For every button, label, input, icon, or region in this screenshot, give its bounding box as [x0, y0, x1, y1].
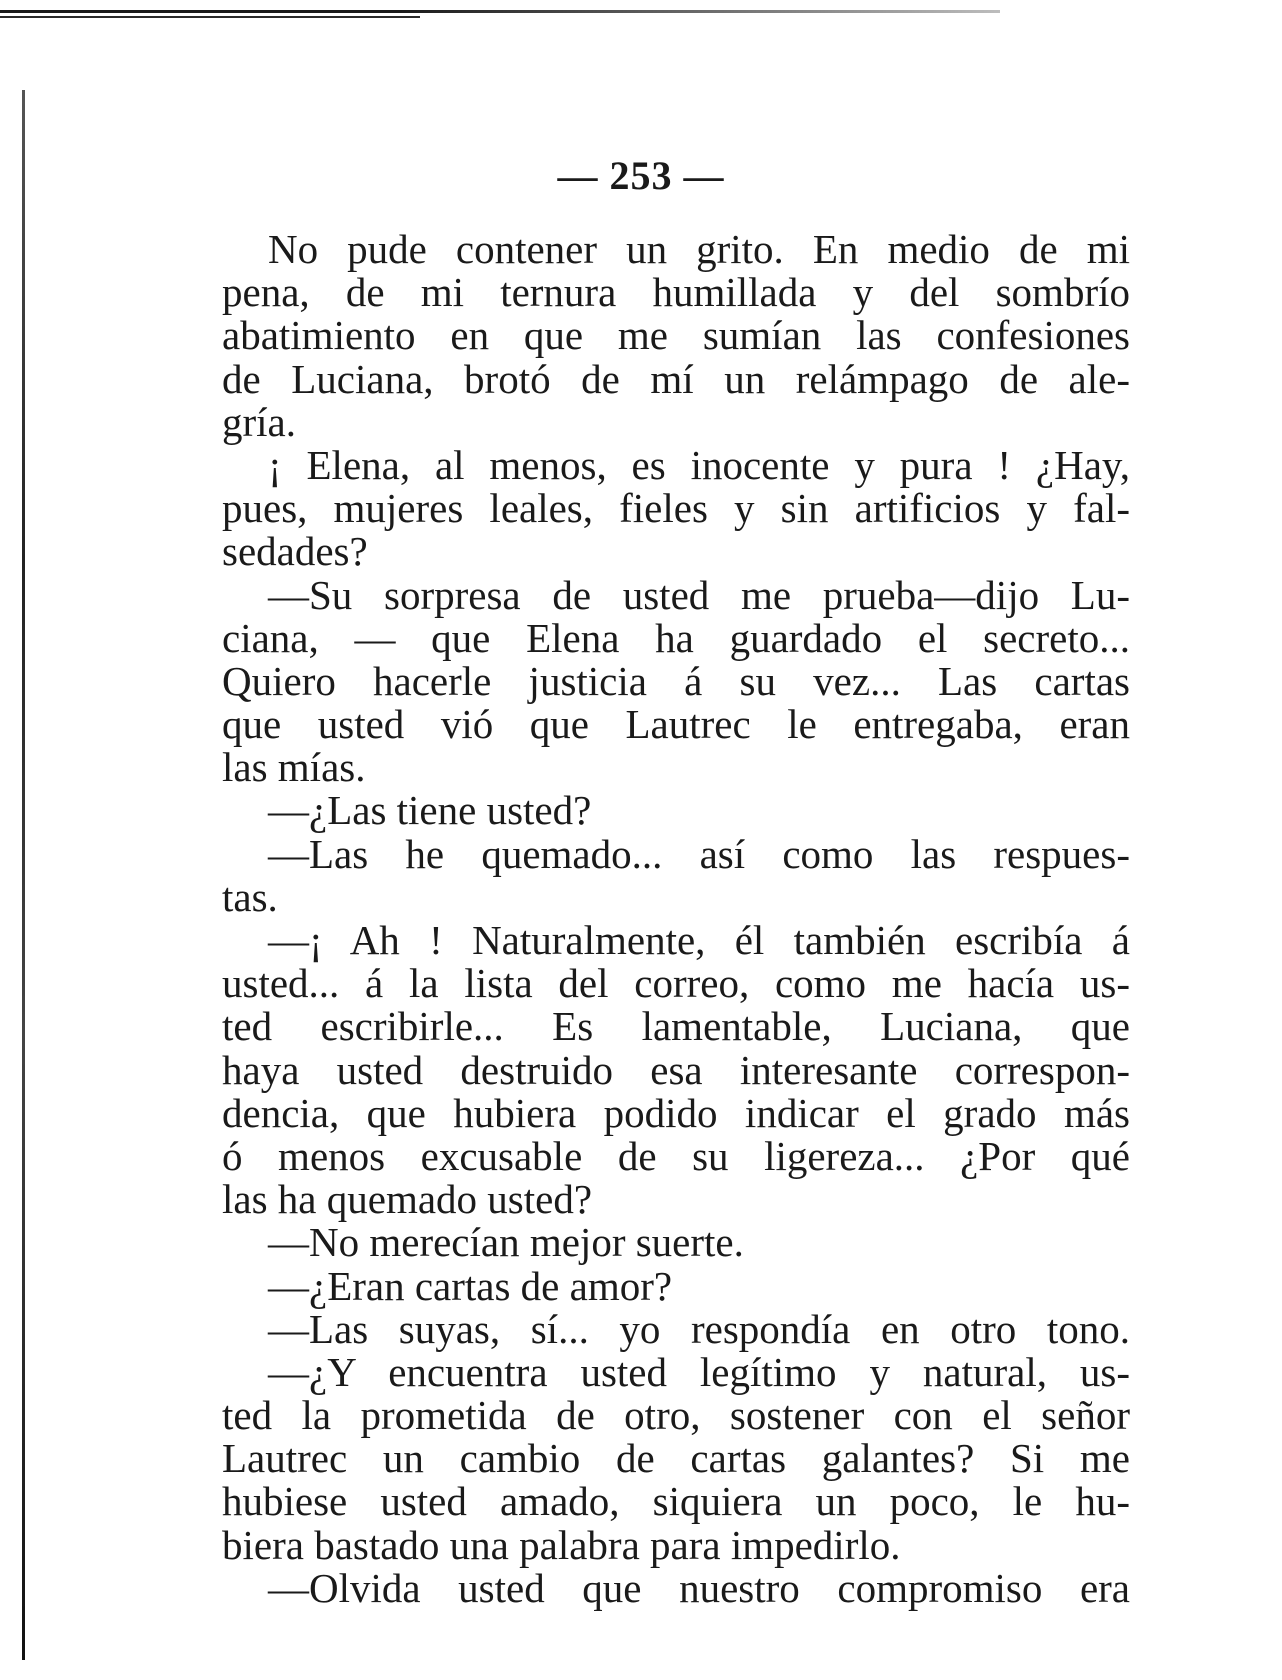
text-line: ted escribirle... Es lamentable, Luciana, que: [222, 1003, 1130, 1050]
text-line: biera bastado una palabra para impedirlo.: [222, 1521, 901, 1568]
top-rule-thin: [0, 16, 420, 18]
text-line: —¡ Ah ! Naturalmente, él también escribía á: [268, 917, 1130, 963]
text-line: ciana, — que Elena ha guardado el secreto...: [222, 614, 1130, 661]
text-line: dencia, que hubiera podido indicar el grado más: [222, 1089, 1130, 1136]
text-line: No pude contener un grito. En medio de mi: [268, 226, 1130, 272]
text-line: de Luciana, brotó de mí un relámpago de ale-: [222, 355, 1130, 402]
text-line: ¡ Elena, al menos, es inocente y pura ! ¿Hay,: [268, 441, 1130, 488]
text-line: Lautrec un cambio de cartas galantes? Si me: [222, 1435, 1130, 1482]
text-line: —Las he quemado... así como las respues-: [268, 830, 1130, 877]
body-text: [222, 228, 1130, 1610]
text-line: haya usted destruido esa interesante correspon-: [222, 1046, 1130, 1093]
text-line: —¿Y encuentra usted legítimo y natural, us-: [268, 1348, 1130, 1395]
text-line: tas.: [222, 873, 278, 920]
text-line: ó menos excusable de su ligereza... ¿Por qué: [222, 1132, 1130, 1179]
text-line: —Las suyas, sí... yo respondía en otro tono.: [268, 1305, 1130, 1352]
page-number: — 253 —: [557, 153, 725, 198]
text-line: Quiero hacerle justicia á su vez... Las cartas: [222, 657, 1130, 704]
text-line: ted la prometida de otro, sostener con el señor: [222, 1392, 1130, 1439]
text-line: —Olvida usted que nuestro compromiso era: [268, 1564, 1130, 1611]
text-line: abatimiento en que me sumían las confesiones: [222, 312, 1130, 359]
page-binding-edge: [22, 90, 25, 1660]
text-line: —¿Las tiene usted?: [268, 787, 592, 834]
text-line: —No merecían mejor suerte.: [268, 1219, 744, 1266]
text-line: —Su sorpresa de usted me prueba—dijo Lu-: [268, 571, 1130, 618]
text-line: que usted vió que Lautrec le entregaba, eran: [222, 701, 1130, 748]
text-line: gría.: [222, 398, 296, 445]
text-line: pues, mujeres leales, fieles y sin artificios y fal-: [222, 485, 1130, 532]
text-line: hubiese usted amado, siquiera un poco, le hu-: [222, 1478, 1130, 1525]
top-rule: [0, 10, 1000, 13]
text-line: pena, de mi ternura humillada y del sombrío: [222, 269, 1130, 316]
text-line: —¿Eran cartas de amor?: [268, 1262, 673, 1309]
text-line: sedades?: [222, 528, 368, 575]
text-line: usted... á la lista del correo, como me hacía us-: [222, 960, 1130, 1007]
text-line: las mías.: [222, 744, 366, 791]
text-line: las ha quemado usted?: [222, 1176, 593, 1223]
